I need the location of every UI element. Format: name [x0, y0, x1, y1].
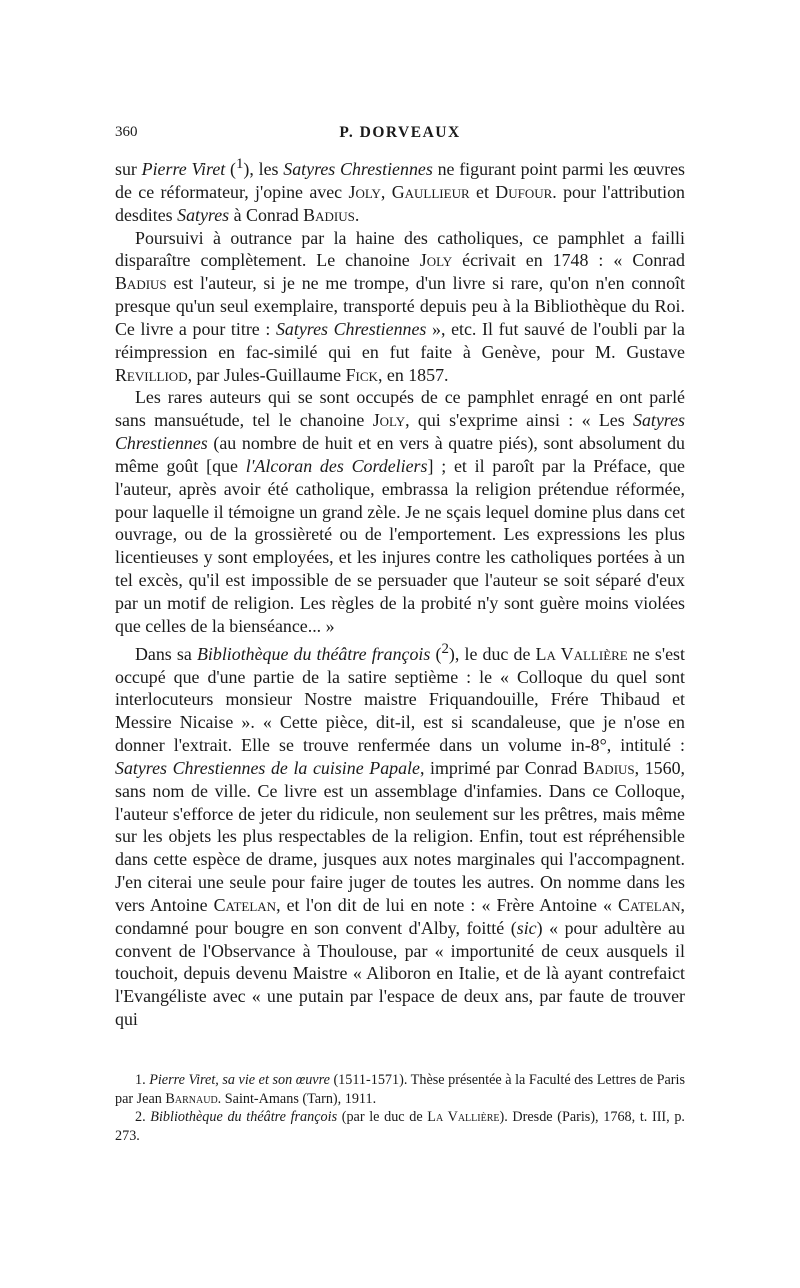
page-header: [115, 124, 685, 146]
text-run: 2.: [135, 1109, 151, 1125]
text-run: (1511-1571). Thèse présentée à la Faculté des Lettres de Paris par Jean: [115, 1072, 685, 1107]
text-run: , imprimé par Conrad: [419, 757, 583, 778]
italic-text: Satyres Chrestiennes de la cuisine Papale: [115, 757, 420, 778]
text-run: , en 1857.: [377, 364, 449, 385]
small-caps-name: Catelan: [213, 894, 277, 915]
small-caps-name: La Vallière: [535, 643, 628, 664]
small-caps-name: Joly: [348, 181, 381, 202]
text-run: . Saint-Amans (Tarn), 1911.: [217, 1090, 377, 1107]
paragraph: [115, 386, 685, 637]
italic-text: Bibliothèque du théâtre françois: [196, 643, 431, 664]
text-run: Poursuivi à outrance par la haine des catholiques, ce pamphlet a failli disparaître complètement. Le chanoine: [115, 227, 685, 271]
text-run: écrivait en 1748 : « Conrad: [452, 250, 685, 271]
italic-text: Satyres Chrestiennes: [283, 158, 433, 179]
body-text: [115, 153, 685, 1031]
small-caps-name: Barnaud: [165, 1090, 218, 1107]
text-run: .: [354, 204, 360, 225]
italic-text: Satyres: [177, 204, 230, 225]
text-run: (au nombre de huit et en vers à quatre piés), sont absolument du même goût [que: [115, 433, 685, 476]
italic-text: Pierre Viret: [141, 158, 226, 179]
paragraph: [115, 227, 685, 387]
text-run: , 1560, sans nom de ville. Ce livre est un assemblage d'infamies. Dans ce Colloque, l'auteur s'efforce de jeter du ridicule, non seulement sur les prêtres, mais même sur les objets les plus respectables de la religion. Enfin, tout est répréhensible dans cette espèce de drame, jusques aux notes marginales qui l'accompagnent. J'en citerai une seule pour faire juger de toutes les autres. On nomme dans les vers Antoine: [115, 757, 685, 915]
small-caps-name: Gaullieur: [391, 181, 470, 202]
text-run: . pour l'attribution desdites: [115, 181, 685, 225]
text-run: à Conrad: [229, 204, 304, 225]
text-run: Dans sa: [135, 643, 197, 664]
text-run: et: [469, 181, 496, 202]
text-run: ), le duc de: [448, 643, 536, 664]
text-run: , qui s'exprime ainsi : « Les: [405, 410, 633, 431]
running-head: P. DORVEAUX: [339, 124, 461, 141]
text-run: , et l'on dit de lui en note : « Frère Antoine «: [276, 894, 619, 915]
footnote-ref: 2: [441, 640, 449, 657]
text-run: , par Jules-Guillaume: [187, 364, 346, 385]
text-run: (par le duc de: [337, 1109, 428, 1125]
page-number: 360: [115, 124, 138, 140]
text-run: Les rares auteurs qui se sont occupés de ce pamphlet enragé en ont parlé sans mansuétude, tel le chanoine: [115, 387, 685, 431]
text-run: , condamné pour bougre en son convent d'Alby, foitté (: [115, 894, 685, 938]
italic-text: Bibliothèque du théâtre françois: [150, 1109, 338, 1125]
small-caps-name: Catelan: [618, 894, 681, 915]
italic-text: Pierre Viret, sa vie et son œuvre: [149, 1072, 330, 1088]
text-run: ne s'est occupé que d'une partie de la satire septième : le « Colloque du quel sont interlocuteurs monsieur Nostre maistre Friquandouille, Frére Thibaud et Messire Nicaise ». « Cette pièce, dit-il, est si scandaleuse, que je n'ose en donner l'extrait. Elle se trouve renfermée dans un volume in-8°, intitulé :: [115, 643, 685, 756]
italic-text: Satyres Chrestiennes: [115, 410, 686, 454]
paragraph: [115, 638, 685, 1031]
text-run: (: [430, 643, 442, 664]
small-caps-name: Revilliod: [115, 364, 188, 385]
text-run: est l'auteur, si je ne me trompe, d'un livre si rare, qu'on n'en connoît presque qu'un seul exemplaire, transporté depuis peu à la Bibliothèque du Roi. Ce livre a pour titre :: [115, 273, 685, 339]
text-run: », etc. Il fut sauvé de l'oubli par la réimpression en fac-similé qui en fut faite à Genève, pour M. Gustave: [115, 318, 685, 362]
footnote: [115, 1108, 685, 1145]
text-run: ] ; et il paroît par la Préface, que l'auteur, après avoir été catholique, embrassa la religion prétendue réformée, pour laquelle il témoigne un grand zèle. Je ne sçais lequel domine plus dans cet ouvrage, ou de la grossièreté ou de l'emportement. Les expressions les plus licentieuses y sont employées, et les injures contre les catholiques portées à un tel excès, qu'il est impossible de se persuader que l'auteur se soit séparé d'eux par un motif de religion. Les règles de la probité n'y sont guère moins violées que celles de la bienséance... »: [115, 455, 686, 636]
small-caps-name: La Vallière: [427, 1109, 500, 1125]
small-caps-name: Dufour: [495, 181, 553, 202]
paragraph: [115, 153, 685, 227]
italic-text: sic: [516, 917, 537, 938]
small-caps-name: Fick: [345, 364, 378, 385]
text-run: (: [225, 158, 236, 179]
small-caps-name: Joly: [372, 410, 406, 431]
footnote: [115, 1071, 685, 1108]
text-run: ) « pour adultère au convent de l'Observance à Thoulouse, par « importunité de ceux ausquels il touchoit, depuis devenu Maistre « Aliboron en Italie, et de là ayant contrefaict l'Evangéliste avec « une putain par l'espace de deux ans, par faute de trouver qui: [115, 917, 685, 1030]
text-run: sur: [115, 158, 142, 179]
small-caps-name: Badius: [115, 273, 167, 294]
italic-text: l'Alcoran des Cordeliers: [245, 455, 428, 476]
footnote-ref: 1: [235, 156, 244, 172]
italic-text: Satyres Chrestiennes: [275, 318, 427, 339]
small-caps-name: Badius: [303, 204, 355, 225]
text-run: ), les: [243, 158, 284, 179]
small-caps-name: Joly: [419, 250, 453, 271]
text-run: ne figurant point parmi les œuvres de ce réformateur, j'opine avec: [115, 158, 685, 202]
text-run: ,: [380, 181, 392, 202]
text-run: ). Dresde (Paris), 1768, t. III, p. 273.: [115, 1109, 685, 1144]
small-caps-name: Badius: [582, 757, 635, 778]
footnotes: [115, 1071, 685, 1145]
text-run: 1.: [135, 1072, 150, 1088]
